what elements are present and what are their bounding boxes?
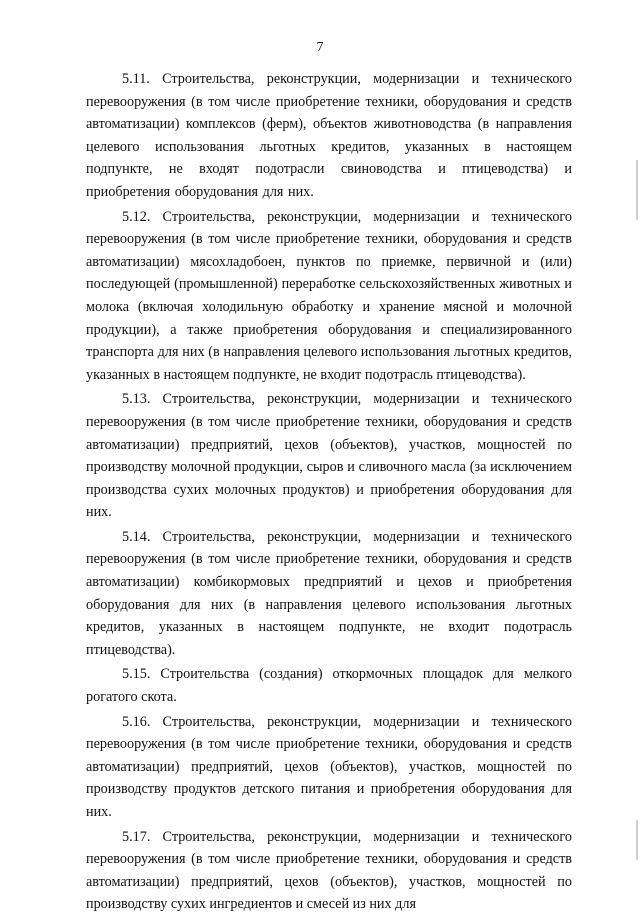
paragraph-5-15: 5.15. Строительства (создания) откормочных площадок для мелкого рогатого скота. bbox=[86, 666, 572, 706]
paragraph-5-13: 5.13. Строительства, реконструкции, модернизации и технического перевооружения (в том числе приобретение техники, оборудования и средств автоматизации) предприятий, цехов (объектов), участков, мощностей по производству молочной продукции, сыров и сливочного масла (за исключением производства сухих молочных продуктов) и приобретения оборудования для них. bbox=[86, 391, 572, 521]
paragraph-5-14: 5.14. Строительства, реконструкции, модернизации и технического перевооружения (в том числе приобретение техники, оборудования и средств автоматизации) комбикормовых предприятий и цехов и приобретения оборудования для них (в направления целевого использования льготных кредитов, указанных в настоящем подпункте, не входит подотрасль птицеводства). bbox=[86, 528, 572, 658]
paragraph-5-17: 5.17. Строительства, реконструкции, модернизации и технического перевооружения (в том числе приобретение техники, оборудования и средств автоматизации) предприятий, цехов (объектов), участков, мощностей по производству сухих ингредиентов и смесей из них для bbox=[86, 828, 572, 913]
paragraph-5-12: 5.12. Строительства, реконструкции, модернизации и технического перевооружения (в том числе приобретение техники, оборудования и средств автоматизации) мясохладобоен, пунктов по приемке, первичной и (или) последующей (промышленной) переработке сельскохозяйственных животных и молока (включая холодильную обработку и хранение мясной и молочной продукции), а также приобретения оборудования и специализированного транспорта для них (в направления целевого использования льготных кредитов, указанных в настоящем подпункте, не входит подотрасль птицеводства). bbox=[86, 208, 572, 383]
paragraph-5-11: 5.11. Строительства, реконструкции, модернизации и технического перевооружения (в том числе приобретение техники, оборудования и средств автоматизации) комплексов (ферм), объектов животноводства (в направления целевого использования льготных кредитов, указанных в настоящем подпункте, не входят подотрасли свиноводства и птицеводства) и приобретения оборудования для них. bbox=[86, 71, 572, 200]
document-body bbox=[86, 68, 572, 918]
paragraph-5-16: 5.16. Строительства, реконструкции, модернизации и технического перевооружения (в том числе приобретение техники, оборудования и средств автоматизации) предприятий, цехов (объектов), участков, мощностей по производству продуктов детского питания и приобретения оборудования для них. bbox=[86, 713, 572, 820]
scan-edge-mark bbox=[636, 160, 638, 220]
page-number: 7 bbox=[316, 40, 324, 55]
scan-edge-mark bbox=[636, 820, 638, 860]
